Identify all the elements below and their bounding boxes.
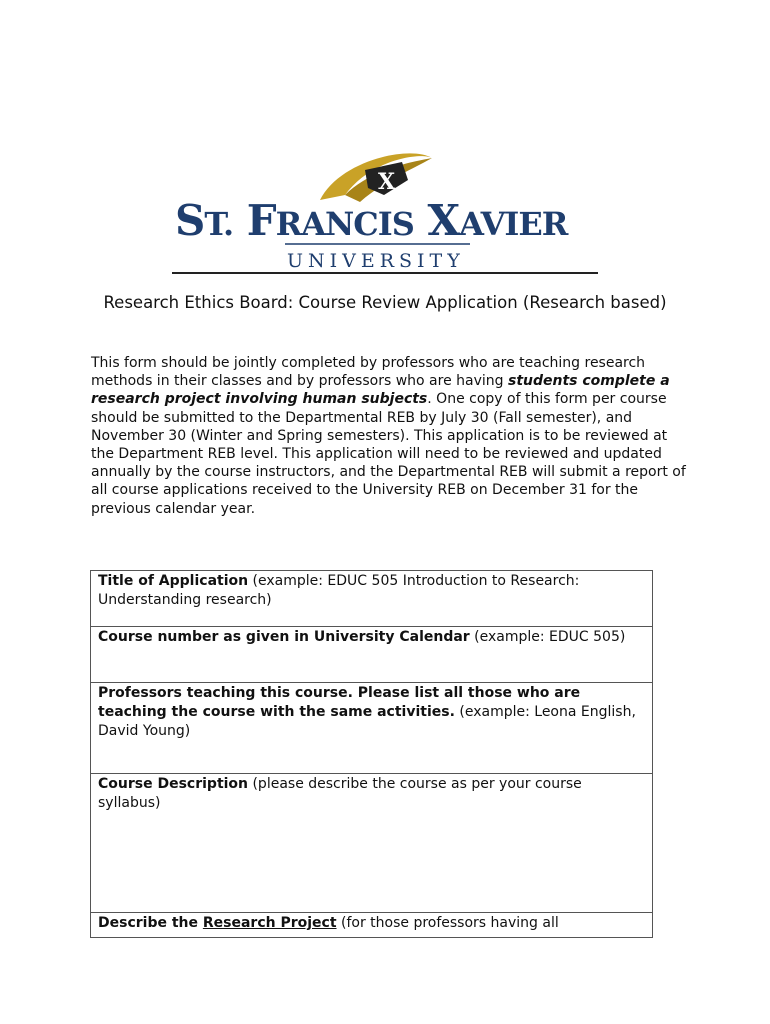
- field-label: Professors teaching this course. Please list all those who are teaching the course with the same activities.: [98, 685, 581, 720]
- intro-text-2: . One copy of this form per course should be submitted to the Departmental REB by July 30 (Fall semester), and November 30 (Winter and Spring semesters). This application is to be reviewed at the Department REB level. This application will need to be reviewed and updated annually by the course instructors, and the Departmental REB will submit a report of all course applications received to the University REB on December 31 for the previous calendar year.: [91, 391, 686, 517]
- svg-text:X: X: [378, 169, 396, 195]
- field-title-of-application[interactable]: [91, 571, 652, 627]
- field-course-number[interactable]: [91, 627, 652, 683]
- field-label: Title of Application: [98, 573, 249, 589]
- field-hint: (for those professors having all: [336, 915, 559, 931]
- field-professors[interactable]: [91, 683, 652, 774]
- logo-line2: UNIVERSITY: [287, 250, 465, 272]
- field-hint: (please describe the course as per your course syllabus): [98, 776, 582, 811]
- intro-paragraph: [91, 354, 691, 518]
- field-hint: (example: EDUC 505 Introduction to Research: Understanding research): [98, 573, 580, 608]
- x-emblem-icon: [170, 140, 600, 275]
- application-form-table: [90, 570, 653, 938]
- field-research-project[interactable]: [91, 913, 652, 937]
- university-logo: [170, 140, 600, 275]
- field-label: Course number as given in University Calendar: [98, 629, 470, 645]
- intro-emphasis: students complete a research project involving human subjects: [91, 373, 670, 408]
- field-label-underlined: Research Project: [202, 915, 337, 931]
- logo-line1: ST. FRANCIS XAVIER: [175, 196, 568, 245]
- intro-text-1: This form should be jointly completed by professors who are teaching research methods in their classes and by professors who are having: [91, 355, 646, 390]
- field-label: Course Description: [98, 776, 249, 792]
- page-title: Research Ethics Board: Course Review Application (Research based): [103, 293, 667, 312]
- field-hint: (example: EDUC 505): [469, 629, 626, 645]
- field-label: Describe the: [98, 915, 203, 931]
- field-hint: (example: Leona English, David Young): [98, 704, 636, 739]
- field-course-description[interactable]: [91, 774, 652, 913]
